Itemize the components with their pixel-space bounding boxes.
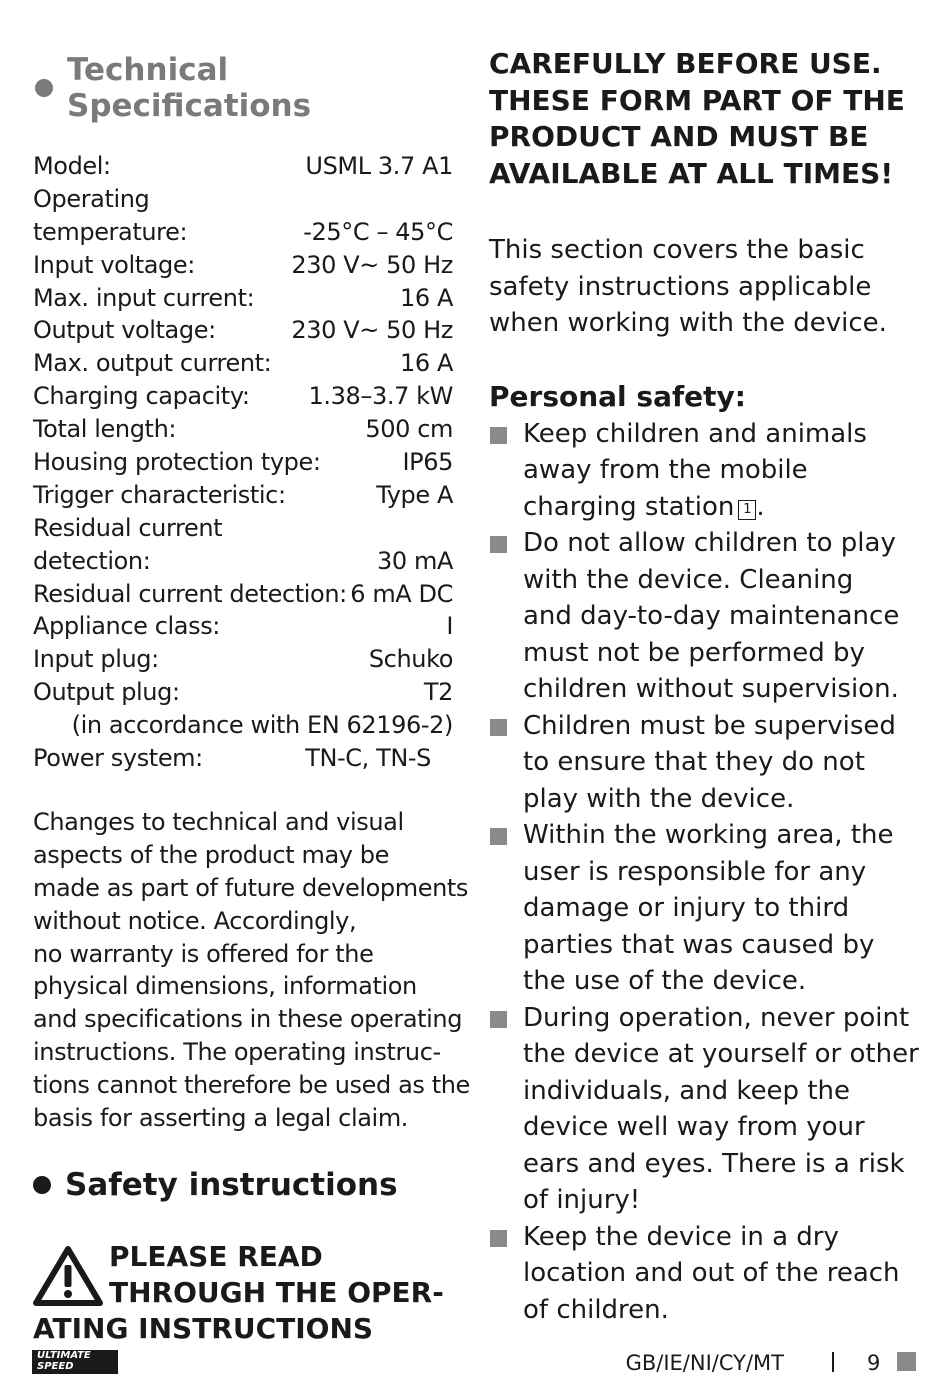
safety-title: Safety instructions [65,1166,398,1203]
text-line: tions cannot therefore be used as the [33,1071,470,1100]
text-line: charging station [523,491,735,522]
list-item [489,1219,919,1329]
right-column [489,46,919,1328]
spec-row [33,347,453,380]
text-line: user is responsible for any [523,856,867,887]
text-line: without notice. Accordingly, [33,906,357,935]
list-item [489,1000,919,1219]
spec-label: Operating [33,184,150,213]
caps-line: PRODUCT AND MUST BE [489,120,869,153]
text-line: instructions. The operating instruc- [33,1038,441,1067]
text-line: the device at yourself or other [523,1039,919,1069]
text-line: to ensure that they do not [523,747,865,777]
caps-line: AVAILABLE AT ALL TIMES! [489,156,894,190]
spec-label: Residual current detection: [33,579,347,608]
spec-row [33,380,453,413]
spec-value: T2 [423,678,453,707]
warning-continuation [489,46,919,192]
spec-label: Input plug: [33,645,159,674]
spec-row [33,314,453,347]
warning-line: PLEASE READ [109,1239,323,1273]
personal-safety-heading: Personal safety: [489,379,746,413]
logo-text: ULTIMATE [37,1350,91,1361]
warning-block [33,1239,453,1347]
spec-table [33,150,453,775]
list-item [489,817,919,1000]
tech-specs-heading [35,52,453,124]
text-line: away from the mobile [523,455,808,485]
list-item [489,708,919,818]
warning-line: ATING INSTRUCTIONS [33,1311,374,1345]
text-line: Keep the device in a dry [523,1221,839,1252]
square-bullet-icon [490,427,507,444]
spec-row [33,249,453,282]
spec-label: Output voltage: [33,316,216,345]
spec-value: 30 mA [377,546,453,575]
spec-row [33,479,453,512]
spec-label: Output plug: [33,678,180,707]
spec-value: TN-C, TN-S [305,744,431,773]
text-line: physical dimensions, information [33,972,417,1001]
footer-divider [832,1352,834,1372]
spec-label: Max. output current: [33,349,272,378]
text-line: This section covers the basic [489,235,865,265]
spec-row [33,578,453,611]
text-line: must not be performed by [523,637,865,668]
spec-label-cont: temperature: [33,217,188,246]
text-line: location and out of the reach [523,1258,900,1288]
square-bullet-icon [490,1230,507,1247]
spec-label: Total length: [33,415,177,444]
text-line: Keep children and animals [523,418,867,449]
square-bullet-icon [490,719,507,736]
spec-label: Max. input current: [33,283,255,312]
text-line: of injury! [523,1185,641,1215]
safety-heading [33,1167,453,1203]
spec-value: -25°C – 45°C [303,217,453,246]
list-item [489,416,919,526]
spec-value: 230 V~ 50 Hz [291,316,453,345]
text-line: with the device. Cleaning [523,564,854,595]
spec-label: Power system: [33,744,203,773]
text-line: children without supervision. [523,674,899,704]
text-line: safety instructions applicable [489,271,872,302]
text-line: of children. [523,1294,669,1325]
warning-triangle-icon [33,1245,103,1307]
square-bullet-icon [490,1011,507,1028]
text-line: ears and eyes. There is a risk [523,1148,905,1179]
spec-value: 230 V~ 50 Hz [291,250,453,279]
warning-line: THROUGH THE OPER- [109,1275,444,1309]
square-bullet-icon [490,828,507,845]
spec-row [33,183,453,249]
spec-row [33,282,453,315]
spec-row [33,512,453,578]
spec-value: IP65 [402,448,453,477]
spec-label: Housing protection type: [33,448,321,477]
text-line: device well way from your [523,1112,865,1142]
footer-country-codes: GB/IE/NI/CY/MT [625,1351,784,1375]
left-column [33,52,470,1347]
text-line: damage or injury to third [523,893,850,923]
figure-reference-badge: 1 [738,500,756,520]
list-item [489,525,919,708]
spec-value: 16 A [400,283,453,312]
tech-specs-title: Technical Specifications [67,52,312,124]
text-line: individuals, and keep the [523,1075,850,1106]
brand-logo [32,1350,118,1374]
spec-row [33,446,453,479]
spec-value: 1.38–3.7 kW [308,382,453,411]
disclaimer-paragraph [33,806,470,1135]
spec-value: 6 mA DC [350,579,453,608]
text-line: parties that was caused by [523,929,875,960]
text-line: During operation, never point [523,1002,910,1033]
spec-label: Trigger characteristic: [33,480,286,509]
spec-row [33,742,453,775]
text-line: Children must be supervised [523,710,896,741]
text-line: play with the device. [523,783,795,814]
text-line: when working with the device. [489,308,887,338]
text-line: the use of the device. [523,966,807,996]
square-marker-icon [897,1352,916,1371]
spec-value: 500 cm [365,415,453,444]
bullet-dot-icon [35,79,53,97]
text-line: Do not allow children to play [523,528,896,558]
spec-value: Type A [376,480,453,509]
caps-line: CAREFULLY BEFORE USE. [489,47,882,80]
safety-bullet-list [489,416,919,1329]
text-tail: . [756,491,765,522]
spec-value: I [446,612,453,641]
spec-row [33,413,453,446]
spec-row [33,676,453,709]
caps-line: THESE FORM PART OF THE [489,83,905,117]
spec-value: USML 3.7 A1 [305,152,453,180]
text-line: no warranty is offered for the [33,939,374,968]
logo-text: SPEED [37,1361,74,1372]
text-line: Within the working area, the [523,820,894,850]
spec-label: Residual current [33,513,223,542]
spec-label: Input voltage: [33,250,195,279]
spec-label: Appliance class: [33,612,220,641]
spec-row [33,610,453,643]
spec-note: (in accordance with EN 62196-2) [71,711,453,740]
text-line: made as part of future developments [33,873,469,902]
spec-label: Charging capacity: [33,382,250,411]
text-line: aspects of the product may be [33,840,389,869]
spec-row [33,150,453,183]
intro-paragraph [489,232,919,342]
spec-label-cont: detection: [33,546,151,575]
spec-value: 16 A [400,349,453,378]
page-number: 9 [867,1351,881,1375]
spec-label: Model: [33,152,111,180]
bullet-dot-icon [33,1176,51,1194]
square-bullet-icon [490,536,507,553]
text-line: Changes to technical and visual [33,807,404,836]
spec-row [33,643,453,676]
text-line: and specifications in these operating [33,1005,463,1034]
text-line: basis for asserting a legal claim. [33,1104,409,1133]
spec-value: Schuko [368,645,453,674]
text-line: and day-to-day maintenance [523,601,900,631]
